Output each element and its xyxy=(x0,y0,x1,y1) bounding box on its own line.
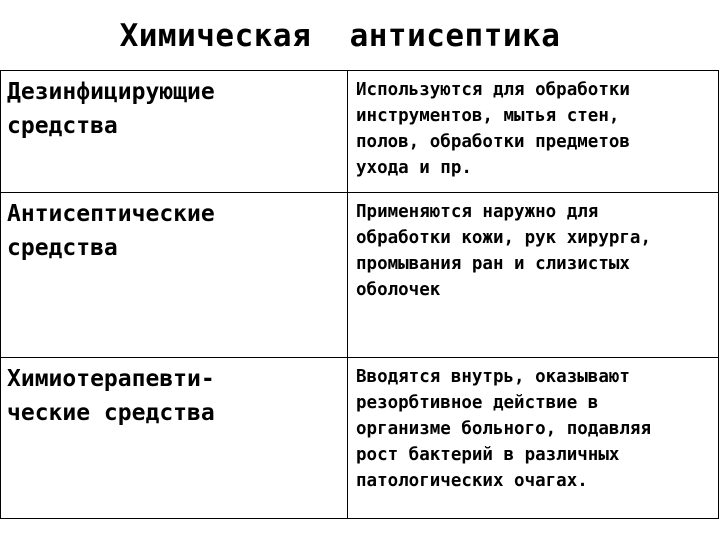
term-label: Антисептические средства xyxy=(7,201,215,261)
description-cell xyxy=(348,71,719,193)
description-text: Вводятся внутрь, оказывают резорбтивное действие в организме больного, подавляя рост бактерий в различных патологических очагах. xyxy=(356,367,652,491)
term-label: Химиотерапевти- ческие средства xyxy=(7,366,215,426)
table-row xyxy=(1,71,719,193)
description-text: Используются для обработки инструментов, мытья стен, полов, обработки предметов ухода и пр. xyxy=(356,80,630,178)
description-cell xyxy=(348,358,719,519)
term-cell xyxy=(1,358,348,519)
antiseptics-table xyxy=(0,70,719,519)
description-cell xyxy=(348,193,719,358)
term-cell xyxy=(1,71,348,193)
table-row xyxy=(1,358,719,519)
description-text: Применяются наружно для обработки кожи, рук хирурга, промывания ран и слизистых оболочек xyxy=(356,202,652,300)
slide-title: Химическая антисептика xyxy=(119,18,561,54)
term-cell xyxy=(1,193,348,358)
term-label: Дезинфицирующие средства xyxy=(7,79,215,139)
table-row xyxy=(1,193,719,358)
